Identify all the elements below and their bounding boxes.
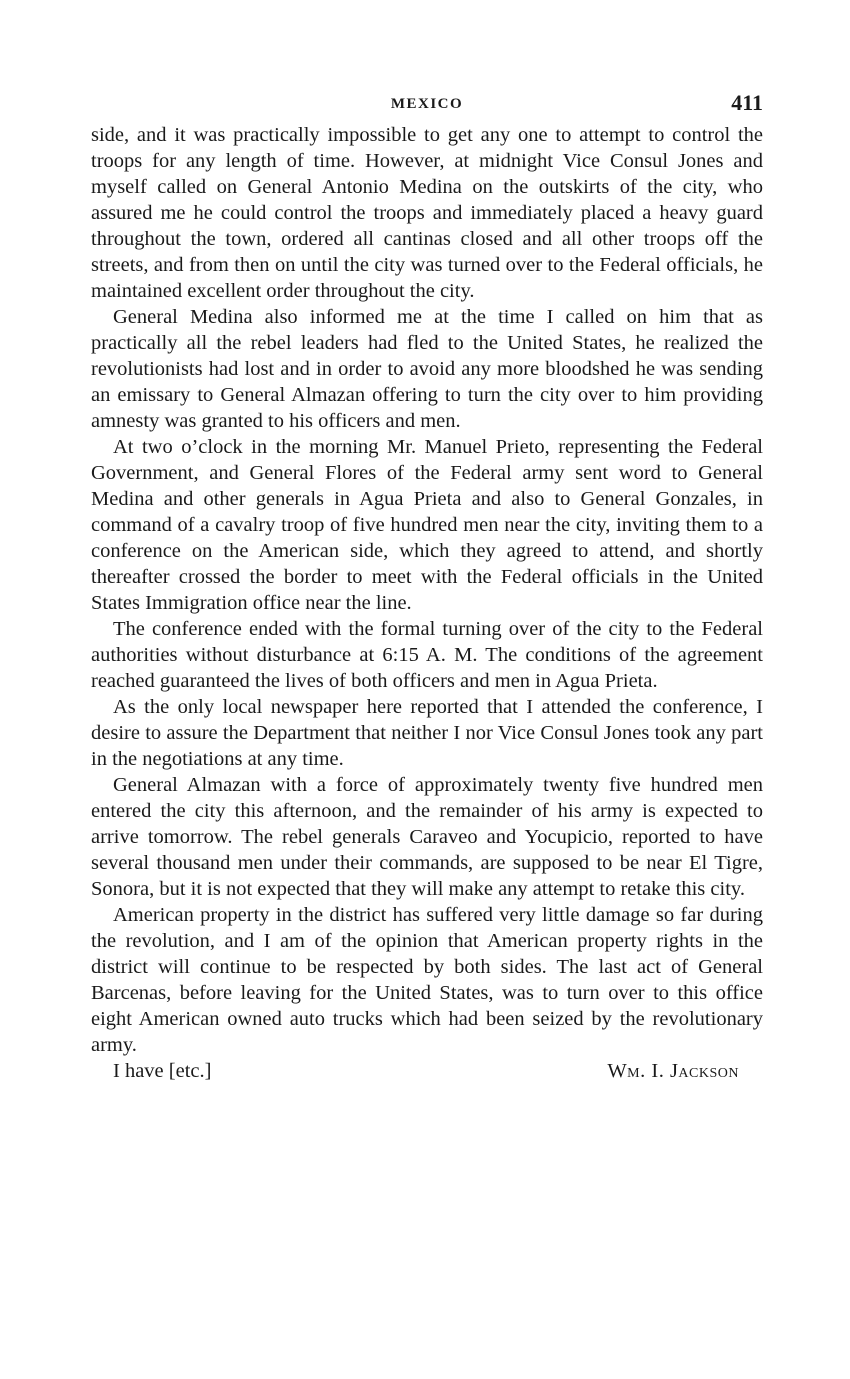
closing <box>91 1058 763 1084</box>
paragraph: At two o’clock in the morning Mr. Manuel Prieto, representing the Federal Government, and General Flores of the Federal army sent word to General Medina and other generals in Agua Prieta and also to General Gonzales, in command of a cavalry troop of five hundred men near the city, inviting them to a conference on the American side, which they agreed to attend, and shortly thereafter crossed the border to meet with the Federal officials in the United States Immigration office near the line. <box>91 436 763 614</box>
running-head <box>91 88 763 122</box>
body-text <box>91 122 763 1058</box>
signature: Wm. I. Jackson <box>607 1060 739 1082</box>
page-number: 411 <box>731 90 763 115</box>
closing-salutation: I have [etc.] <box>113 1060 212 1082</box>
paragraph: General Almazan with a force of approximately twenty five hundred men entered the city this afternoon, and the remainder of his army is expected to arrive tomorrow. The rebel generals Caraveo and Yocupicio, reported to have several thousand men under their commands, are supposed to be near El Tigre, Sonora, but it is not expected that they will make any attempt to retake this city. <box>91 774 763 900</box>
paragraph: side, and it was practically impossible to get any one to attempt to control the troops for any length of time. However, at midnight Vice Consul Jones and myself called on General Antonio Medina on the outskirts of the city, who assured me he could control the troops and immediately placed a heavy guard throughout the town, ordered all cantinas closed and all other troops off the streets, and from then on until the city was turned over to the Federal officials, he maintained excellent order throughout the city. <box>91 124 763 302</box>
paragraph: General Medina also informed me at the time I called on him that as practically all the rebel leaders had fled to the United States, he realized the revolutionists had lost and in order to avoid any more bloodshed he was sending an emissary to General Almazan offering to turn the city over to him providing amnesty was granted to his officers and men. <box>91 306 763 432</box>
running-title: MEXICO <box>390 96 464 112</box>
paragraph: As the only local newspaper here reported that I attended the conference, I desire to assure the Department that neither I nor Vice Consul Jones took any part in the negotiations at any time. <box>91 696 763 770</box>
paragraph: American property in the district has suffered very little damage so far during the revolution, and I am of the opinion that American property rights in the district will continue to be respected by both sides. The last act of General Barcenas, before leaving for the United States, was to turn over to this office eight American owned auto trucks which had been seized by the revolutionary army. <box>91 904 763 1056</box>
paragraph: The conference ended with the formal turning over of the city to the Federal authorities without disturbance at 6:15 A. M. The conditions of the agreement reached guaranteed the lives of both officers and men in Agua Prieta. <box>91 618 763 692</box>
document-page <box>91 88 763 1084</box>
